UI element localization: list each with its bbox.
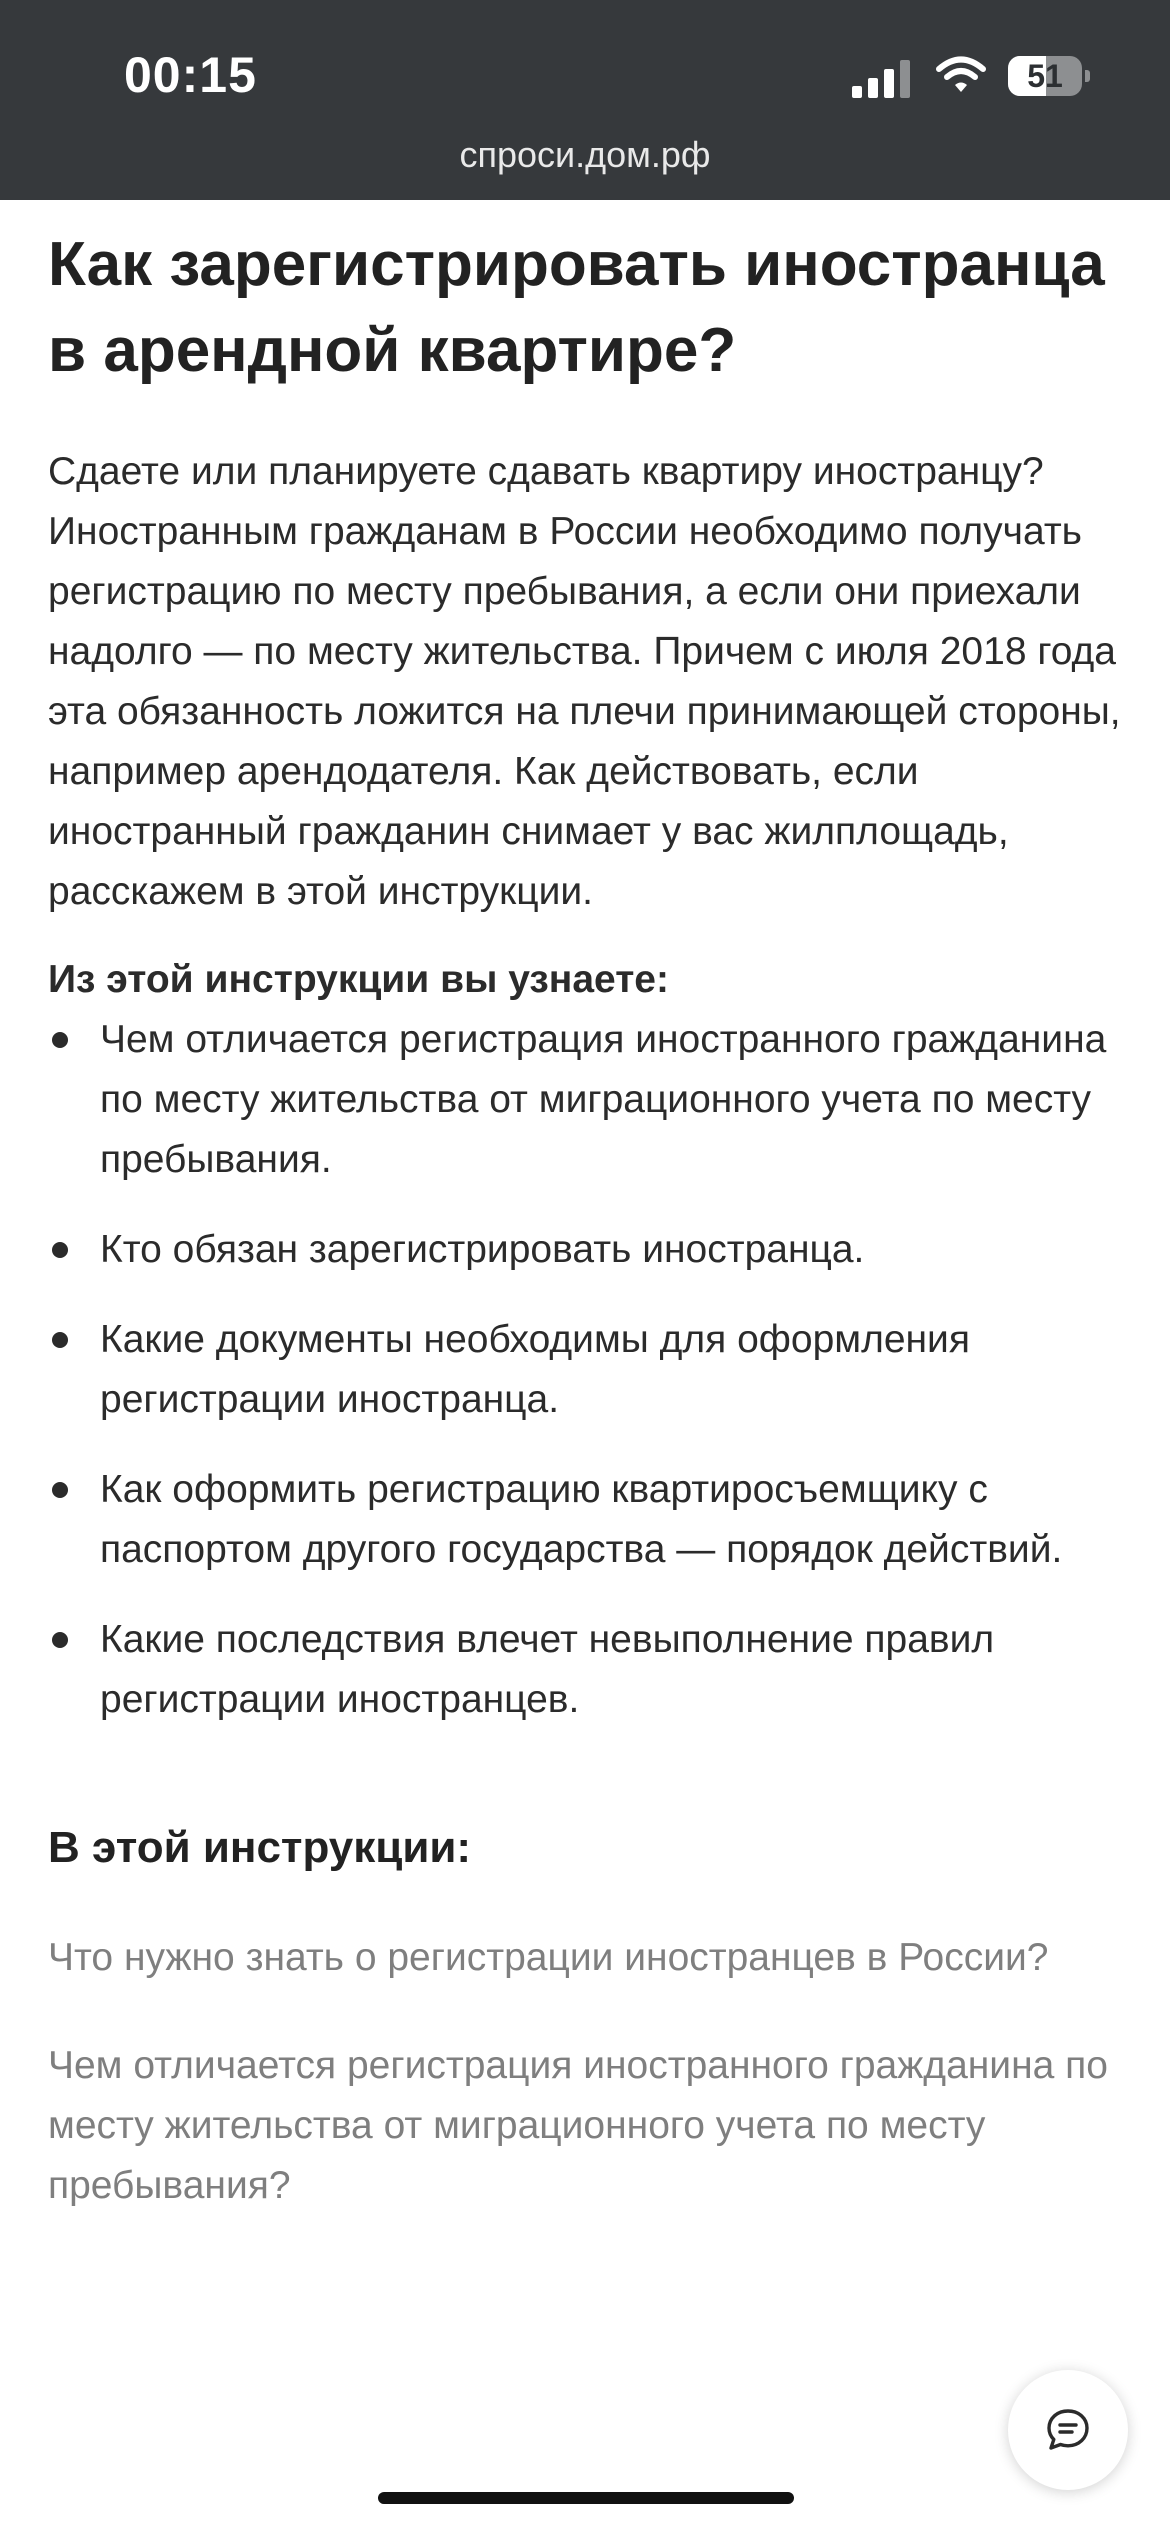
bullet-icon (52, 1332, 68, 1348)
status-bar (0, 0, 1170, 200)
battery-cap (1085, 70, 1090, 82)
list-item (48, 1010, 1123, 1190)
home-indicator[interactable] (378, 2492, 794, 2504)
chat-button[interactable] (1008, 2370, 1128, 2490)
chat-bubble-icon (1044, 2406, 1092, 2454)
list-item (48, 1220, 1123, 1280)
battery-body (1008, 56, 1082, 96)
page-title: Как зарегистрировать иностранца в арендной квартире? (48, 230, 1105, 385)
intro-paragraph: Сдаете или планируете сдавать квартиру иностранцу? Иностранным гражданам в России необходимо получать регистрацию по месту пребывания, а если они приехали надолго — по месту жительства. Причем с июля 2018 года эта обязанность ложится на плечи принимающей стороны, например арендодателя. Как действовать, если иностранный гражданин снимает у вас жилплощадь, расскажем в этой инструкции. (48, 450, 1121, 913)
toc-heading: В этой инструкции: (48, 1823, 472, 1872)
address-bar-url[interactable]: спроси.дом.рф (459, 134, 711, 175)
toc-link-residence-vs-stay[interactable]: Чем отличается регистрация иностранного гражданина по месту жительства от миграционного учета по месту пребывания? (48, 2044, 1108, 2207)
list-item-text: Как оформить регистрацию квартиросъемщику с паспортом другого государства — порядок действий. (100, 1468, 1063, 1571)
list-item-text: Какие документы необходимы для оформления регистрации иностранца. (100, 1318, 970, 1421)
bullet-icon (52, 1032, 68, 1048)
battery-indicator (1008, 56, 1090, 96)
bullet-icon (52, 1632, 68, 1648)
list-item (48, 1610, 1123, 1730)
article-content (48, 222, 1123, 2216)
learn-list (48, 1010, 1123, 1730)
learn-heading: Из этой инструкции вы узнаете: (48, 958, 669, 1001)
cellular-signal-icon (852, 58, 912, 98)
bullet-icon (52, 1482, 68, 1498)
battery-level: 51 (1027, 58, 1063, 94)
bullet-icon (52, 1242, 68, 1258)
list-item-text: Какие последствия влечет невыполнение правил регистрации иностранцев. (100, 1618, 995, 1721)
toc-link-registration-basics[interactable]: Что нужно знать о регистрации иностранцев в России? (48, 1936, 1049, 1979)
wifi-icon (936, 56, 986, 96)
status-time: 00:15 (124, 47, 257, 103)
list-item-text: Кто обязан зарегистрировать иностранца. (100, 1228, 865, 1271)
list-item-text: Чем отличается регистрация иностранного гражданина по месту жительства от миграционного учета по месту пребывания. (100, 1018, 1107, 1181)
list-item (48, 1460, 1123, 1580)
list-item (48, 1310, 1123, 1430)
